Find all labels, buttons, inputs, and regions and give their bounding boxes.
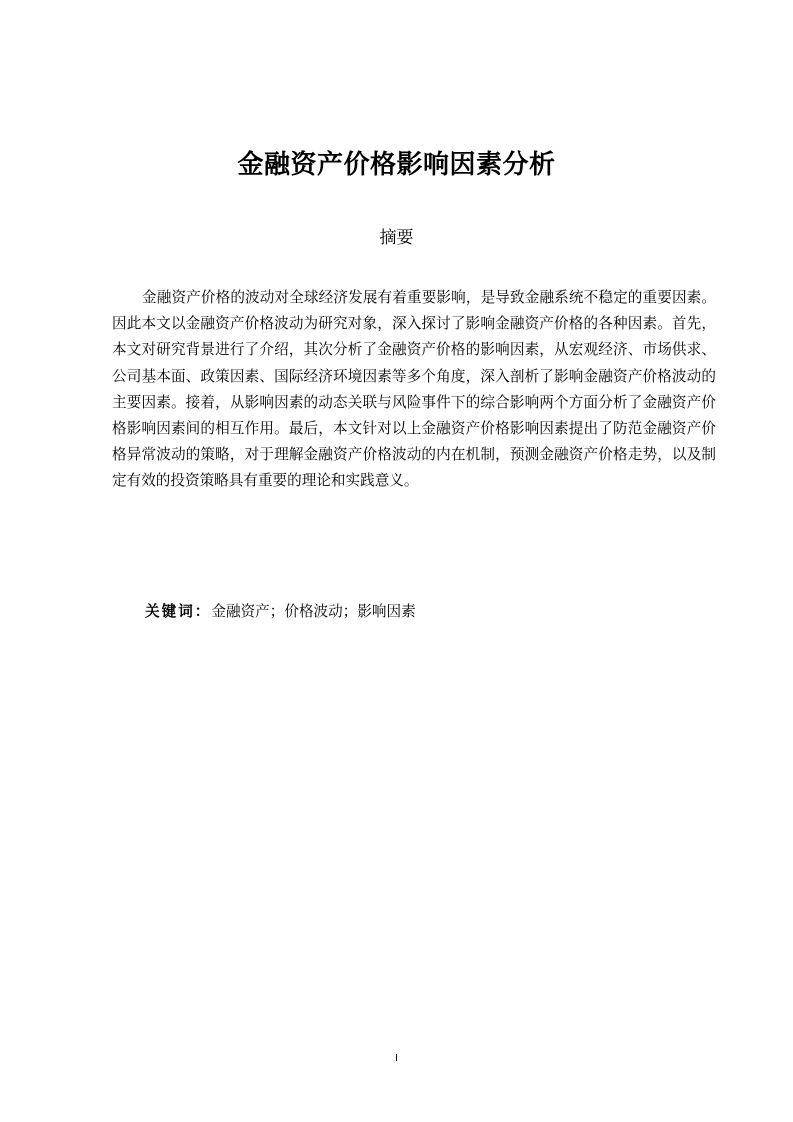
page-number: I <box>395 1053 398 1064</box>
abstract-body: 金融资产价格的波动对全球经济发展有着重要影响，是导致金融系统不稳定的重要因素。因此本文以金融资产价格波动为研究对象，深入探讨了影响金融资产价格的各种因素。首先，本文对研究背景进行了介绍，其次分析了金融资产价格的影响因素，从宏观经济、市场供求、公司基本面、政策因素、国际经济环境因素等多个角度，深入剖析了影响金融资产价格波动的主要因素。接着，从影响因素的动态关联与风险事件下的综合影响两个方面分析了金融资产价格影响因素间的相互作用。最后，本文针对以上金融资产价格影响因素提出了防范金融资产价格异常波动的策略，对于理解金融资产价格波动的内在机制，预测金融资产价格走势，以及制定有效的投资策略具有重要的理论和实践意义。 <box>112 289 716 490</box>
abstract-heading: 摘要 <box>379 228 414 248</box>
document-title: 金融资产价格影响因素分析 <box>237 150 556 180</box>
keywords-value: 金融资产；价格波动；影响因素 <box>211 603 416 620</box>
keywords-label: 关键词： <box>145 603 212 620</box>
keywords-line <box>145 601 416 623</box>
